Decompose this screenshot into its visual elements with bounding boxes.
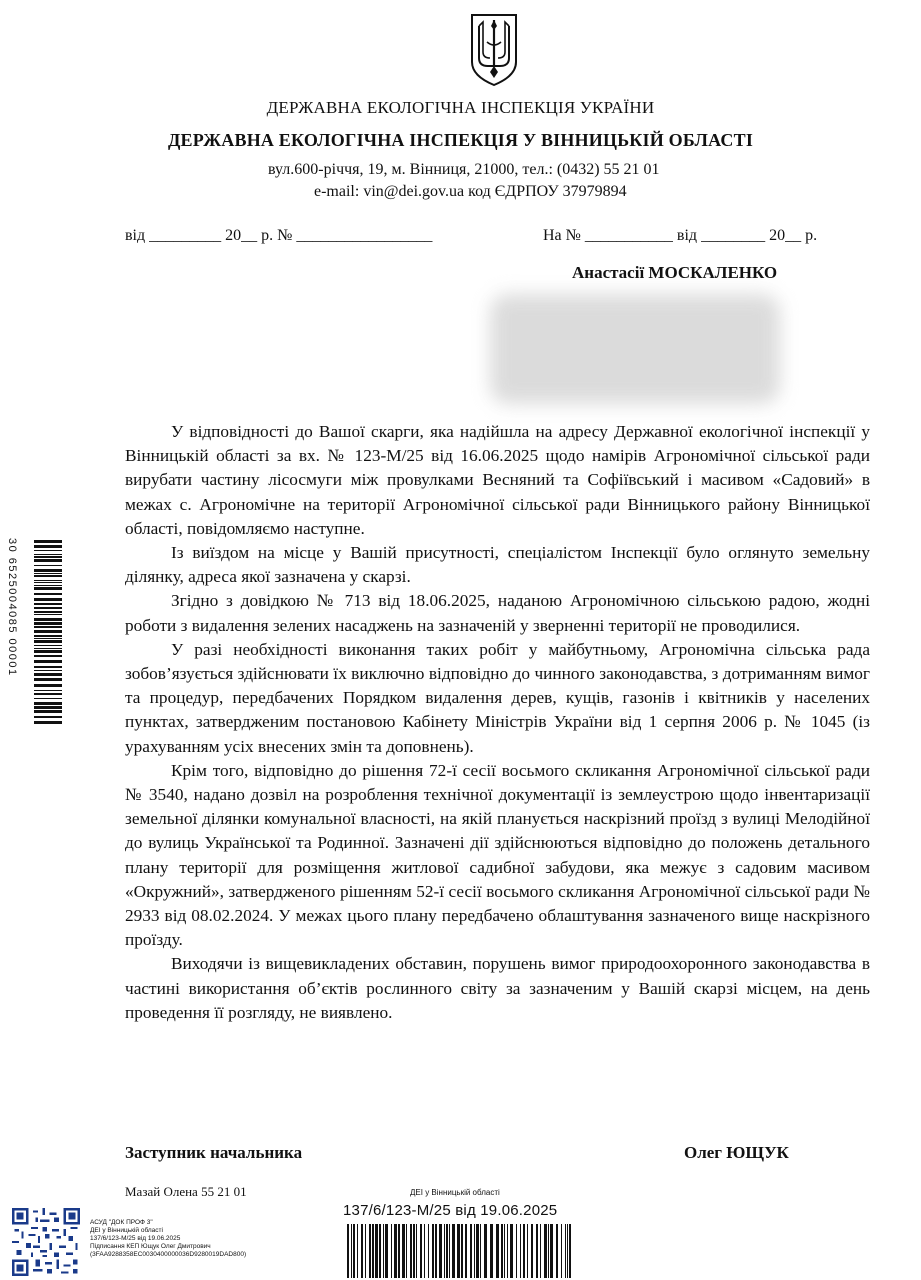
side-barcode-bar <box>34 573 62 574</box>
barcode-bar <box>347 1224 349 1278</box>
side-barcode-bar <box>34 569 62 572</box>
org-name: ДЕРЖАВНА ЕКОЛОГІЧНА ІНСПЕКЦІЯ УКРАЇНИ <box>266 98 655 117</box>
trident-icon <box>468 12 520 88</box>
barcode-bar <box>353 1224 355 1278</box>
barcode-bar <box>375 1224 378 1278</box>
body-paragraph: Крім того, відповідно до рішення 72-ї сесії восьмого скликання Агрономічної сільської ради № 3540, надано дозвіл на розроблення технічної документації із землеустрою щодо інвентаризації земельної ділянки комунальної власності, на якій планується наскрізний проїзд з вулиці Мелодійної до вулиць Української та Родинної. Зазначені дії здійснюються відповідно до положень детального плану території для розміщення житлової садибної забудови, яка межує з садовим масивом «Окружний», затвердженого рішенням 52-ї сесії восьмого скликання Агрономічної сільської ради № 2933 від 08.02.2024. У межах цього плану передбачено облаштування зазначеного вище наскрізного проїзду. <box>125 760 870 950</box>
side-barcode-icon <box>16 538 62 724</box>
barcode-bar <box>420 1224 422 1278</box>
stamp-line: АСУД "ДОК ПРОФ 3" <box>90 1219 153 1226</box>
stamp-line: (3FAA9288358EC0030400000036D9280019DAD800) <box>90 1251 247 1258</box>
body-paragraph: Згідно з довідкою № 713 від 18.06.2025, наданою Агрономічною сільською радою, жодні роботи з видалення зелених насаджень на зазначеній у зверненні території не проводилися. <box>125 591 870 635</box>
org-regional-name: ДЕРЖАВНА ЕКОЛОГІЧНА ІНСПЕКЦІЯ У ВІННИЦЬКІЙ ОБЛАСТІ <box>167 130 754 150</box>
registration-org: ДЕІ у Вінницькій області <box>410 1188 500 1197</box>
side-barcode-bar <box>34 721 62 724</box>
side-barcode-bar <box>34 554 62 555</box>
side-barcode-bar <box>34 550 62 551</box>
barcode-bar <box>536 1224 538 1278</box>
barcode-bar <box>470 1224 472 1278</box>
barcode-bar <box>439 1224 442 1278</box>
side-barcode-bar <box>34 618 62 621</box>
barcode-bar <box>474 1224 475 1278</box>
barcode-bar <box>476 1224 479 1278</box>
barcode-bar <box>516 1224 517 1278</box>
barcode-bar <box>565 1224 566 1278</box>
side-barcode-bar <box>34 698 62 699</box>
side-barcode-bar <box>34 614 62 615</box>
stamp-line: Підписання КЕП Ющук Олег Дмитрович <box>90 1243 211 1250</box>
barcode-bar <box>402 1224 405 1278</box>
side-barcode-bar <box>34 702 62 705</box>
barcode-bar <box>527 1224 528 1278</box>
recipient-name: Анастасії МОСКАЛЕНКО <box>572 263 778 282</box>
letter-body <box>125 420 870 1025</box>
barcode-bar <box>556 1224 558 1278</box>
side-barcode-bar <box>34 630 62 633</box>
side-barcode-bar <box>34 603 62 605</box>
side-barcode-bar <box>34 593 62 595</box>
barcode-bar <box>550 1224 553 1278</box>
side-barcode-bar <box>34 640 62 643</box>
side-barcode-bar <box>34 650 62 653</box>
barcode-bar <box>496 1224 499 1278</box>
barcode-bar <box>446 1224 448 1278</box>
executor-contact: Мазай Олена 55 21 01 <box>125 1184 247 1199</box>
barcode-bar <box>444 1224 445 1278</box>
barcode-bar <box>357 1224 358 1278</box>
barcode-bar <box>484 1224 487 1278</box>
barcode-bar <box>424 1224 425 1278</box>
side-barcode-bar <box>34 655 62 657</box>
barcode-bar <box>432 1224 434 1278</box>
qr-code-icon <box>12 1208 80 1276</box>
side-barcode-bar <box>34 622 62 625</box>
barcode-bar <box>544 1224 547 1278</box>
barcode-bar <box>504 1224 505 1278</box>
barcode-bar <box>369 1224 371 1278</box>
redacted-address <box>490 294 780 404</box>
barcode-bar <box>385 1224 388 1278</box>
barcode-bar <box>416 1224 417 1278</box>
barcode-bar <box>548 1224 549 1278</box>
barcode-bar <box>361 1224 363 1278</box>
side-barcode-bar <box>34 670 62 671</box>
side-barcode-bar <box>34 693 62 695</box>
barcode-bar <box>510 1224 513 1278</box>
barcode-bar <box>428 1224 429 1278</box>
barcode-bar <box>531 1224 533 1278</box>
barcode-bar <box>540 1224 541 1278</box>
side-barcode-bar <box>34 580 62 581</box>
barcode-bar <box>561 1224 562 1278</box>
side-barcode-bar <box>34 690 62 691</box>
side-barcode-bar <box>34 582 62 583</box>
side-barcode-bar <box>34 585 62 586</box>
barcode-bar <box>398 1224 400 1278</box>
side-barcode-bar <box>34 598 62 601</box>
side-barcode-bar <box>34 666 62 668</box>
barcode-bar <box>410 1224 412 1278</box>
incoming-reference: На № ___________ від ________ 20__ р. <box>543 227 818 244</box>
side-barcode-bar <box>34 587 62 590</box>
side-barcode-bar <box>34 607 62 609</box>
barcode-bar <box>351 1224 352 1278</box>
side-barcode-bar <box>34 638 62 639</box>
side-barcode-number <box>8 538 20 724</box>
outgoing-reference: від _________ 20__ р. № _________________ <box>125 227 433 244</box>
side-barcode-bar <box>34 556 62 558</box>
org-address: вул.600-річчя, 19, м. Вінниця, 21000, тел.: (0432) 55 21 01 <box>268 161 660 178</box>
barcode-bar <box>501 1224 503 1278</box>
stamp-line: ДЕІ у Вінницькій області <box>90 1227 163 1234</box>
side-barcode-bar <box>34 673 62 676</box>
side-barcode-bar <box>34 716 62 718</box>
barcode-bar <box>520 1224 521 1278</box>
barcode-bar <box>406 1224 407 1278</box>
side-barcode-bar <box>34 565 62 566</box>
side-barcode-bar <box>34 645 62 646</box>
barcode-bar <box>452 1224 455 1278</box>
body-paragraph: У відповідності до Вашої скарги, яка надійшла на адресу Державної екологічної інспекції у Вінницькій області за вх. № 123-М/25 від 16.06.2025 щодо намірів Агрономічної сільської ради вирубати частину лісосмуги між провулками Весняний та Софіївський і масивом «Садовий» в межах с. Агрономічне на території Агрономічної сільської ради Вінницького району Вінницької області, повідомляємо наступне. <box>125 422 870 538</box>
org-contacts: e-mail: vin@dei.gov.ua код ЄДРПОУ 37979894 <box>314 183 627 200</box>
side-barcode-bar <box>34 660 62 663</box>
registration-number: 137/6/123-М/25 від 19.06.2025 <box>343 1202 558 1219</box>
side-barcode-bar <box>34 559 62 562</box>
barcode-bar <box>507 1224 508 1278</box>
barcode-bar <box>569 1224 571 1278</box>
barcode-icon <box>343 1224 575 1278</box>
body-paragraph: Із виїздом на місце у Вашій присутності, спеціалістом Інспекції було оглянуто земельну ділянку, адреса якої зазначена у скарзі. <box>125 543 870 587</box>
barcode-bar <box>394 1224 397 1278</box>
side-barcode-bar <box>34 648 62 649</box>
barcode-bar <box>383 1224 384 1278</box>
side-barcode-bar <box>34 626 62 628</box>
barcode-bar <box>365 1224 366 1278</box>
barcode-bar <box>523 1224 525 1278</box>
barcode-bar <box>465 1224 467 1278</box>
side-barcode-bar <box>34 540 62 543</box>
side-barcode-bar <box>34 710 62 713</box>
barcode-bar <box>435 1224 437 1278</box>
barcode-bar <box>391 1224 392 1278</box>
barcode-bar <box>461 1224 463 1278</box>
side-barcode-bar <box>34 575 62 577</box>
barcode-bar <box>457 1224 460 1278</box>
side-barcode-bar <box>34 545 62 548</box>
body-paragraph: Виходячи із вищевикладених обставин, порушень вимог природоохоронного законодавства в частині використання об’єктів рослинного світу за зазначеним у Вашій скарзі місцем, на день проведення її розгляду, не виявлено. <box>125 954 870 1022</box>
signatory-name: Олег ЮЩУК <box>684 1143 789 1162</box>
barcode-bar <box>490 1224 493 1278</box>
side-barcode-bar <box>34 611 62 613</box>
barcode-bar <box>480 1224 481 1278</box>
side-barcode-text: 30 6525004085 00001 <box>6 538 18 677</box>
barcode-bar <box>379 1224 381 1278</box>
barcode-bar <box>413 1224 415 1278</box>
stamp-line: 137/6/123-М/25 від 19.06.2025 <box>90 1235 181 1242</box>
e-signature-stamp <box>90 1219 246 1259</box>
side-barcode-bar <box>34 706 62 709</box>
barcode-bar <box>449 1224 450 1278</box>
side-barcode-bar <box>34 684 62 687</box>
body-paragraph: У разі необхідності виконання таких робіт у майбутньому, Агрономічна сільська рада зобов’язується здійснювати їх виключно відповідно до чинного законодавства, з дотриманням вимог та процедур, передбачених Порядком видалення дерев, кущів, газонів і квітників у населених пунктах, затвердженим постановою Кабінету Міністрів України від 1 серпня 2006 р. № 1045 (із урахуванням усіх внесених змін та доповнень). <box>125 639 870 756</box>
side-barcode-bar <box>34 678 62 681</box>
barcode-bar <box>372 1224 374 1278</box>
barcode-bar <box>567 1224 568 1278</box>
side-barcode-bar <box>34 635 62 637</box>
signatory-title: Заступник начальника <box>125 1143 303 1162</box>
